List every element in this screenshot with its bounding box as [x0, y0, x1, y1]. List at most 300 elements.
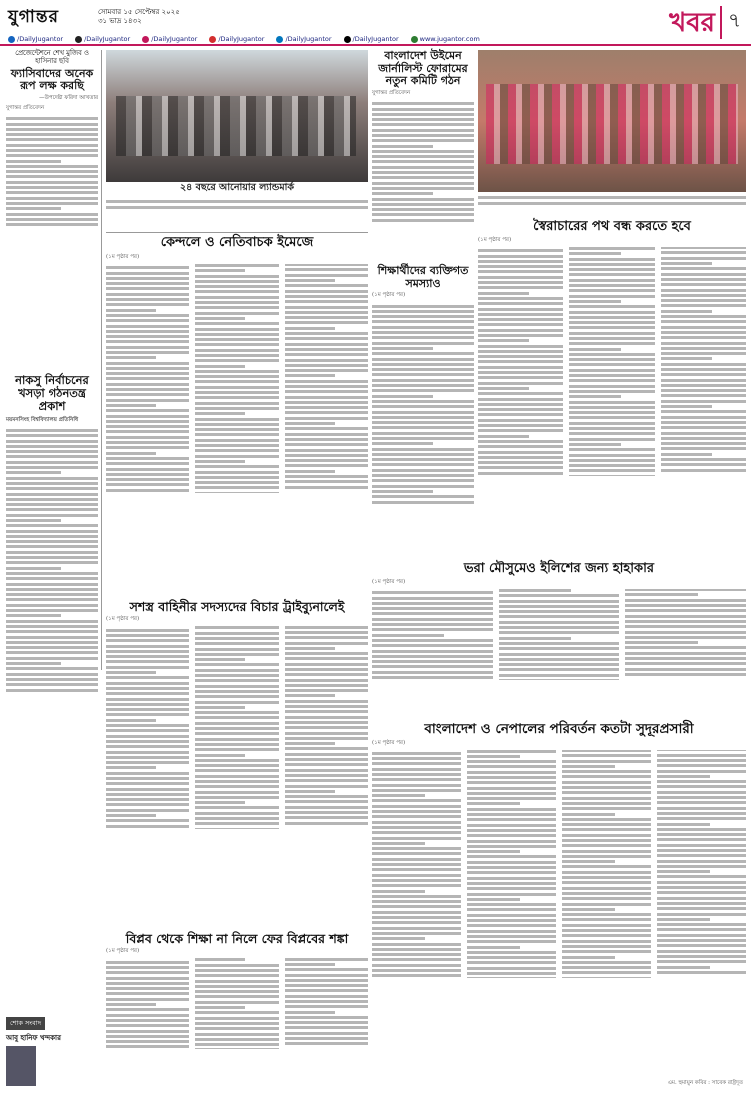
story-headline: কেন্দলে ও নেতিবাচক ইমেজে: [160, 235, 314, 250]
story-headline: বিপ্লব থেকে শিক্ষা না নিলে ফের বিপ্লবের শঙ্কা: [125, 931, 349, 946]
text-line: [478, 419, 563, 422]
text-line: [467, 908, 556, 911]
tiktok-icon: [344, 36, 351, 43]
text-line: [195, 1011, 278, 1014]
text-line: [6, 450, 98, 453]
text-line: [372, 837, 461, 840]
text-line: [285, 811, 368, 814]
text-line: [285, 385, 368, 388]
text-line: [195, 322, 278, 325]
section-divider: [106, 232, 368, 233]
text-line: [106, 782, 189, 785]
text-line: [478, 202, 746, 205]
obituary-label: শোক সংবাদ: [6, 1017, 45, 1030]
text-line: [195, 343, 278, 346]
text-line: [372, 405, 474, 408]
text-line: [467, 797, 556, 800]
text-line: [661, 437, 746, 440]
text-line: [106, 660, 189, 663]
story-body: [106, 264, 368, 594]
text-line: [106, 698, 189, 701]
text-line: [6, 673, 98, 676]
text-line: [285, 1011, 335, 1014]
text-line: [372, 331, 474, 334]
text-line: [106, 634, 189, 637]
text-line: [569, 443, 620, 446]
text-line: [467, 781, 556, 784]
text-line: [372, 634, 444, 637]
x-icon: [75, 36, 82, 43]
text-line: [562, 908, 615, 911]
text-line: [285, 1000, 368, 1003]
text-line: [569, 464, 654, 467]
text-line: [106, 309, 156, 312]
text-line: [285, 284, 368, 287]
text-line: [285, 705, 368, 708]
text-line: [657, 897, 746, 900]
text-line: [106, 452, 156, 455]
text-line: [562, 924, 651, 927]
text-line: [285, 427, 368, 430]
text-line: [285, 464, 368, 467]
text-line: [478, 297, 563, 300]
text-line: [106, 441, 189, 444]
text-line: [285, 1032, 368, 1035]
text-line: [499, 674, 620, 677]
text-line: [6, 641, 98, 644]
text-line: [372, 182, 474, 185]
text-line: [195, 1001, 278, 1004]
text-line: [106, 992, 189, 995]
text-line: [661, 278, 746, 281]
text-line: [106, 692, 189, 695]
text-line: [195, 444, 278, 447]
text-line: [372, 794, 425, 797]
text-line: [106, 287, 189, 290]
text-line: [467, 792, 556, 795]
text-line: [499, 615, 620, 618]
text-line: [569, 401, 654, 404]
text-line: [372, 129, 474, 132]
text-line: [372, 368, 474, 371]
social-link-linkedin[interactable]: /DailyJugantor: [276, 35, 331, 43]
text-line: [661, 299, 746, 302]
text-line: [6, 445, 98, 448]
text-line: [106, 272, 189, 275]
story-jump: (১ম পৃষ্ঠার পর): [478, 236, 512, 243]
text-line: [372, 342, 474, 345]
text-line: [372, 118, 474, 121]
text-line: [562, 876, 651, 879]
text-line: [467, 802, 520, 805]
newspaper-logo: যুগান্তর: [8, 7, 59, 27]
text-line: [661, 379, 746, 382]
text-line: [661, 394, 746, 397]
text-line: [6, 149, 98, 152]
text-line: [562, 781, 651, 784]
text-line: [6, 223, 98, 226]
text-line: [106, 367, 189, 370]
text-line: [562, 961, 651, 964]
text-line: [106, 719, 156, 722]
story-nepal: [372, 722, 746, 1080]
text-line: [195, 1027, 278, 1030]
text-line: [6, 144, 98, 147]
text-line: [106, 745, 189, 748]
youtube-icon: [209, 36, 216, 43]
text-line: [467, 829, 556, 832]
text-line: [6, 651, 98, 654]
text-line: [195, 396, 278, 399]
text-line: [106, 335, 189, 338]
text-line: [478, 265, 563, 268]
text-line: [285, 800, 368, 803]
text-line: [195, 423, 278, 426]
text-line: [6, 535, 98, 538]
text-line: [478, 286, 563, 289]
social-bar: [0, 34, 751, 46]
text-line: [6, 133, 98, 136]
text-line: [106, 436, 189, 439]
story-nakshu: [6, 374, 98, 807]
text-line: [195, 685, 278, 688]
text-line: [6, 493, 98, 496]
text-line: [569, 316, 654, 319]
text-line: [562, 802, 651, 805]
text-line: [625, 625, 746, 628]
text-line: [285, 364, 368, 367]
text-line: [372, 879, 461, 882]
text-line: [6, 662, 61, 665]
text-line: [372, 139, 474, 142]
text-line: [467, 951, 556, 954]
text-line: [372, 762, 461, 765]
text-line: [569, 273, 654, 276]
text-line: [657, 823, 710, 826]
story-body: [106, 958, 368, 1088]
story-body: [372, 750, 746, 1080]
text-line: [569, 284, 654, 287]
text-line: [285, 747, 368, 750]
text-line: [106, 340, 189, 343]
text-line: [372, 784, 461, 787]
text-line: [195, 391, 278, 394]
text-line: [372, 501, 474, 504]
text-line: [285, 726, 368, 729]
text-line: [478, 429, 563, 432]
text-line: [285, 679, 368, 682]
text-line: [562, 918, 651, 921]
text-line: [569, 247, 654, 250]
text-line: [372, 778, 461, 781]
women-forum-photo: [478, 50, 746, 192]
text-line: [285, 1016, 368, 1019]
date-gregorian: সোমবার ১৫ সেপ্টেম্বর ২০২৫: [98, 8, 180, 16]
text-line: [569, 448, 654, 451]
text-line: [372, 102, 474, 105]
text-line: [6, 583, 98, 586]
text-line: [195, 674, 278, 677]
text-line: [562, 855, 651, 858]
text-line: [106, 1035, 189, 1038]
text-line: [195, 716, 278, 719]
text-line: [657, 785, 746, 788]
text-line: [195, 785, 278, 788]
text-line: [657, 812, 746, 815]
text-line: [372, 665, 493, 668]
text-line: [372, 607, 493, 610]
text-line: [6, 477, 98, 480]
text-line: [285, 989, 368, 992]
text-line: [6, 455, 98, 458]
story-autocracy: [478, 220, 746, 579]
text-line: [195, 418, 278, 421]
text-line: [625, 636, 746, 639]
text-line: [285, 790, 335, 793]
text-line: [6, 487, 98, 490]
text-line: [657, 817, 746, 820]
text-line: [106, 425, 189, 428]
text-line: [106, 457, 189, 460]
text-line: [569, 406, 654, 409]
text-line: [661, 257, 746, 260]
text-line: [372, 852, 461, 855]
text-line: [372, 773, 461, 776]
text-line: [478, 408, 563, 411]
text-line: [657, 870, 710, 873]
text-line: [569, 369, 654, 372]
text-line: [106, 735, 189, 738]
text-line: [106, 351, 189, 354]
social-link-twitter[interactable]: /DailyJugantor: [75, 35, 130, 43]
text-line: [285, 1005, 368, 1008]
text-line: [106, 356, 156, 359]
text-line: [372, 810, 461, 813]
text-line: [467, 813, 556, 816]
website-link[interactable]: www.jugantor.com: [411, 35, 480, 43]
text-line: [372, 389, 474, 392]
text-line: [285, 785, 368, 788]
text-line: [285, 486, 368, 489]
text-line: [478, 345, 563, 348]
text-line: [6, 440, 98, 443]
text-line: [285, 774, 368, 777]
story-headline: স্বৈরাচারের পথ বন্ধ করতে হবে: [533, 219, 691, 234]
text-line: [6, 218, 98, 221]
text-line: [467, 776, 556, 779]
text-line: [657, 923, 746, 926]
text-line: [372, 463, 474, 466]
text-line: [106, 489, 189, 492]
text-line: [285, 758, 368, 761]
text-line: [106, 703, 189, 706]
text-line: [625, 604, 746, 607]
text-line: [661, 400, 746, 403]
text-line: [467, 914, 556, 917]
text-line: [195, 338, 278, 341]
text-line: [625, 593, 697, 596]
text-line: [372, 927, 461, 930]
text-line: [661, 416, 746, 419]
text-line: [195, 711, 278, 714]
text-line: [372, 905, 461, 908]
text-line: [106, 761, 189, 764]
story-students: [372, 265, 474, 592]
text-line: [625, 646, 746, 649]
story-body: [106, 626, 368, 922]
story-headline: নাকসু নির্বাচনের খসড়া গঠনতন্ত্র প্রকাশ: [15, 373, 89, 414]
text-line: [625, 599, 746, 602]
text-line: [195, 764, 278, 767]
text-line: [6, 561, 98, 564]
text-line: [106, 388, 189, 391]
text-line: [661, 421, 746, 424]
social-link-instagram[interactable]: /DailyJugantor: [142, 35, 197, 43]
text-line: [285, 822, 368, 825]
text-line: [372, 799, 461, 802]
text-line: [106, 777, 189, 780]
obituary-photo: [6, 1046, 36, 1086]
text-line: [657, 928, 746, 931]
text-line: [478, 382, 563, 385]
text-line: [195, 648, 278, 651]
text-line: [195, 1022, 278, 1025]
text-line: [661, 442, 746, 445]
text-line: [106, 772, 189, 775]
page-number: ৭: [720, 6, 741, 39]
text-line: [106, 409, 189, 412]
text-line: [195, 312, 278, 315]
text-line: [562, 966, 651, 969]
text-line: [195, 669, 278, 672]
text-line: [478, 376, 563, 379]
text-line: [6, 191, 98, 194]
text-line: [467, 882, 556, 885]
text-line: [372, 789, 461, 792]
text-line: [657, 913, 746, 916]
story-headline: বাংলাদেশ ও নেপালের পরিবর্তন কতটা সুদূরপ্রসারী: [424, 721, 694, 737]
text-line: [285, 657, 368, 660]
text-line: [372, 432, 474, 435]
text-line: [562, 871, 651, 874]
text-line: [6, 678, 98, 681]
text-line: [467, 855, 556, 858]
text-line: [372, 628, 493, 631]
text-line: [569, 427, 654, 430]
social-link-youtube[interactable]: /DailyJugantor: [209, 35, 264, 43]
text-line: [106, 825, 189, 828]
text-line: [661, 410, 746, 413]
text-line: [6, 620, 98, 623]
text-line: [106, 713, 189, 716]
text-line: [657, 754, 746, 757]
text-line: [661, 273, 746, 276]
text-line: [285, 316, 368, 319]
text-line: [661, 310, 712, 313]
text-line: [106, 1045, 189, 1048]
story-byline: যুগান্তর প্রতিবেদন: [6, 104, 45, 111]
text-line: [372, 591, 493, 594]
text-line: [372, 474, 474, 477]
text-line: [657, 791, 746, 794]
text-line: [285, 769, 368, 772]
text-line: [569, 321, 654, 324]
text-line: [106, 971, 189, 974]
text-line: [285, 390, 368, 393]
text-line: [467, 930, 556, 933]
text-line: [467, 850, 520, 853]
text-line: [657, 875, 746, 878]
text-line: [657, 828, 746, 831]
text-line: [562, 892, 651, 895]
text-line: [6, 461, 98, 464]
text-line: [569, 348, 620, 351]
text-line: [6, 577, 98, 580]
text-line: [6, 170, 98, 173]
text-line: [106, 303, 189, 306]
text-line: [569, 395, 620, 398]
text-line: [372, 974, 461, 977]
text-line: [478, 281, 563, 284]
text-line: [661, 320, 746, 323]
text-line: [106, 650, 189, 653]
text-line: [195, 775, 278, 778]
text-line: [372, 623, 493, 626]
text-line: [285, 401, 368, 404]
text-line: [467, 818, 556, 821]
story-headline: ভরা মৌসুমেও ইলিশের জন্য হাহাকার: [463, 561, 655, 576]
text-line: [195, 365, 245, 368]
text-line: [569, 289, 654, 292]
text-line: [6, 609, 98, 612]
text-line: [106, 724, 189, 727]
story-body: [372, 589, 746, 724]
text-line: [372, 847, 461, 850]
text-line: [195, 465, 278, 468]
text-line: [6, 598, 98, 601]
text-line: [285, 652, 368, 655]
text-line: [372, 176, 474, 179]
text-line: [195, 1006, 245, 1009]
text-line: [562, 839, 651, 842]
facebook-icon: [8, 36, 15, 43]
text-line: [285, 753, 368, 756]
text-line: [106, 1008, 189, 1011]
text-line: [661, 289, 746, 292]
text-line: [106, 399, 189, 402]
text-line: [6, 646, 98, 649]
text-line: [6, 530, 98, 533]
text-line: [106, 687, 189, 690]
text-line: [285, 737, 368, 740]
social-link-facebook[interactable]: /DailyJugantor: [8, 35, 63, 43]
text-line: [285, 268, 368, 271]
text-line: [195, 301, 278, 304]
text-line: [285, 689, 368, 692]
text-line: [195, 449, 278, 452]
text-line: [106, 977, 189, 980]
text-line: [372, 826, 461, 829]
text-line: [6, 186, 98, 189]
text-line: [106, 206, 368, 209]
text-line: [106, 987, 189, 990]
text-line: [478, 398, 563, 401]
text-line: [195, 969, 278, 972]
column-divider: [101, 50, 102, 670]
social-link-tiktok[interactable]: /DailyJugantor: [344, 35, 399, 43]
text-line: [285, 663, 368, 666]
text-line: [478, 302, 563, 305]
